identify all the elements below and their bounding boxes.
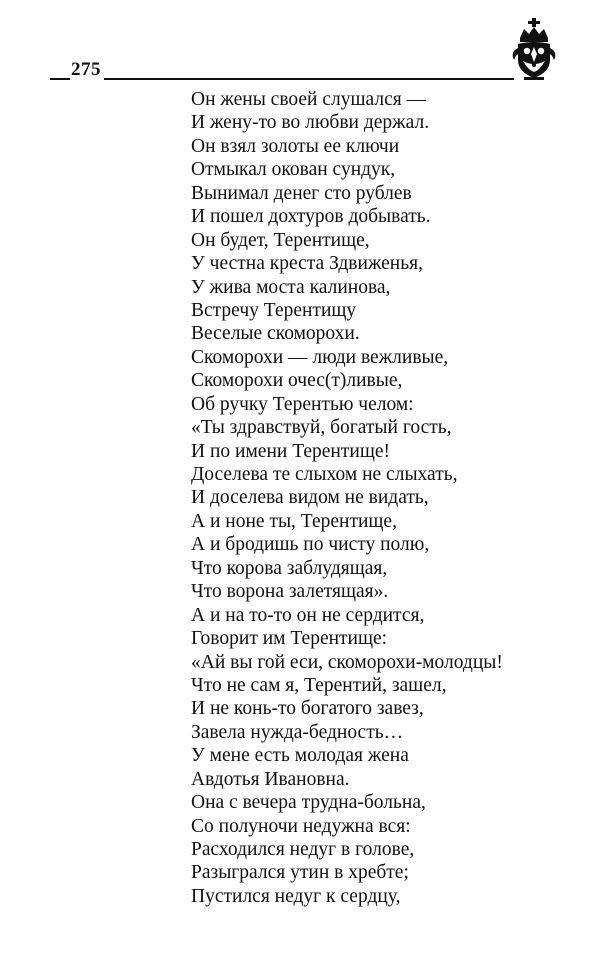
poem-line: И пошел дохтуров добывать.	[191, 206, 431, 228]
poem-line: И по имени Терентище!	[191, 440, 390, 462]
poem-line: У жива моста калинова,	[191, 276, 391, 298]
poem-line: Что ворона залетящая».	[191, 581, 389, 603]
heraldic-ornament-icon	[510, 18, 558, 82]
poem-line: А и ноне ты, Терентище,	[191, 510, 397, 532]
poem-line: Авдотья Ивановна.	[191, 768, 350, 790]
poem-line: Говорит им Терентище:	[191, 628, 388, 650]
poem-line: И доселева видом не видать,	[191, 487, 429, 509]
poem-line: Он жены своей слушался —	[191, 89, 427, 110]
poem-line: Он взял золоты ее ключи	[191, 135, 400, 157]
poem-line: А и бродишь по чисту полю,	[191, 534, 430, 556]
poem-line: Отмыкал окован сундук,	[191, 159, 396, 181]
poem-line: Об ручку Терентью челом:	[191, 393, 414, 415]
poem-text	[191, 88, 591, 908]
poem-line: Что корова заблудящая,	[191, 557, 388, 579]
poem-line: У честна креста Здвиженья,	[191, 253, 423, 275]
poem-line: Веселые скоморохи.	[191, 323, 360, 345]
poem-line: Он будет, Терентище,	[191, 229, 370, 251]
page-number: 275	[71, 59, 101, 80]
poem-line: А и на то-то он не сердится,	[191, 604, 425, 626]
poem-line: Завела нужда-бедность…	[191, 721, 404, 743]
page-header	[0, 0, 600, 90]
poem-line: «Ты здравствуй, богатый гость,	[191, 417, 452, 439]
poem-line: Она с вечера трудна-больна,	[191, 792, 426, 814]
poem-line: Скоморохи очес(т)ливые,	[191, 370, 403, 392]
poem-line: Пустился недуг к сердцу,	[191, 885, 401, 907]
header-rule-left	[50, 78, 70, 80]
poem-line: Доселева те слыхом не слыхать,	[191, 464, 458, 485]
poem-line: Со полуночи недужна вся:	[191, 815, 411, 837]
poem-line: И жену-то во любви держал.	[191, 112, 430, 134]
poem-line: Расходился недуг в голове,	[191, 839, 415, 860]
poem-line: И не конь-то богатого завез,	[191, 698, 424, 720]
poem-line: Что не сам я, Терентий, зашел,	[191, 674, 447, 696]
poem-line: Скоморохи — люди вежливые,	[191, 346, 449, 368]
poem-line: Встречу Терентищу	[191, 299, 357, 321]
poem-line: У мене есть молодая жена	[191, 745, 409, 767]
poem-line: «Ай вы гой еси, скоморохи-молодцы!	[191, 651, 503, 673]
header-rule-right	[104, 78, 514, 80]
poem-line: Разыгрался утин в хребте;	[191, 862, 409, 884]
poem-line: Вынимал денег сто рублев	[191, 182, 412, 204]
